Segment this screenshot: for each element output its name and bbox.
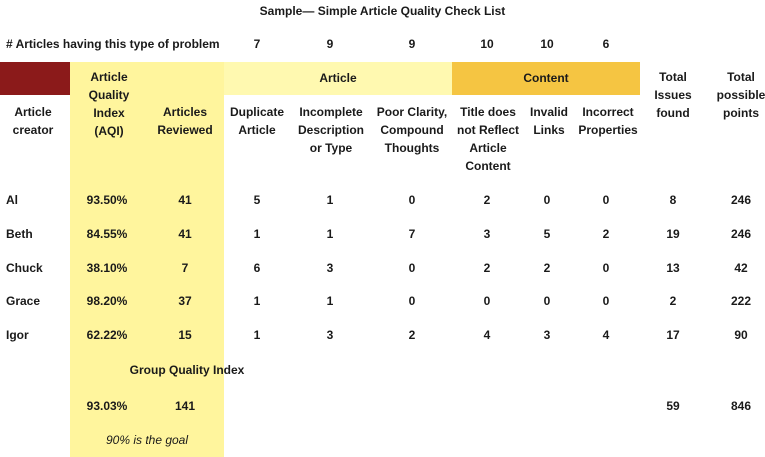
problem-count: 7 (253, 37, 261, 51)
creator-name: Chuck (6, 261, 43, 275)
problem-count: 9 (326, 37, 334, 51)
content-group-label: Content (523, 71, 569, 85)
points-value: 222 (730, 294, 752, 308)
page-title: Sample— Simple Article Quality Check List (259, 4, 506, 18)
creator-header-band (0, 62, 70, 95)
header-incomplete: Incomplete Description or Type (297, 105, 364, 155)
header-incorrect: Incorrect Properties (578, 105, 638, 137)
reviewed-value: 41 (178, 227, 192, 241)
header-total-points: Total possible points (716, 70, 765, 120)
incorrect-value: 2 (602, 227, 610, 241)
goal-note: 90% is the goal (105, 433, 189, 447)
incorrect-value: 0 (602, 261, 610, 275)
incorrect-value: 0 (602, 193, 610, 207)
issues-value: 17 (666, 328, 680, 342)
poor-value: 0 (408, 294, 416, 308)
group-quality-label: Group Quality Index (129, 363, 245, 377)
group-points-value: 846 (730, 399, 752, 413)
article-group-label: Article (319, 71, 357, 85)
header-reviewed: Articles Reviewed (157, 105, 213, 137)
aqi-value: 93.50% (86, 193, 128, 207)
title-value: 2 (483, 261, 491, 275)
points-value: 246 (730, 193, 752, 207)
points-value: 90 (734, 328, 748, 342)
poor-value: 2 (408, 328, 416, 342)
reviewed-value: 7 (181, 261, 189, 275)
creator-name: Beth (6, 227, 33, 241)
incomplete-value: 3 (326, 261, 334, 275)
header-duplicate: Duplicate Article (229, 105, 284, 137)
reviewed-value: 15 (178, 328, 192, 342)
aqi-value: 62.22% (86, 328, 128, 342)
aqi-value: 38.10% (86, 261, 128, 275)
title-value: 3 (483, 227, 491, 241)
poor-value: 0 (408, 193, 416, 207)
invalid-value: 2 (543, 261, 551, 275)
points-value: 42 (734, 261, 748, 275)
header-title-reflect: Title does not Reflect Article Content (456, 105, 519, 173)
duplicate-value: 1 (253, 328, 261, 342)
reviewed-value: 37 (178, 294, 192, 308)
creator-name: Grace (6, 294, 41, 308)
incomplete-value: 3 (326, 328, 334, 342)
issues-value: 2 (669, 294, 677, 308)
incomplete-value: 1 (326, 227, 334, 241)
duplicate-value: 1 (253, 294, 261, 308)
incomplete-value: 1 (326, 193, 334, 207)
issues-value: 19 (666, 227, 680, 241)
reviewed-value: 41 (178, 193, 192, 207)
header-aqi: Article Quality Index (AQI) (88, 70, 130, 138)
duplicate-value: 1 (253, 227, 261, 241)
issues-value: 8 (669, 193, 677, 207)
poor-value: 7 (408, 227, 416, 241)
incorrect-value: 4 (602, 328, 610, 342)
problem-row-label: # Articles having this type of problem (6, 37, 220, 51)
creator-name: Al (6, 193, 18, 207)
title-value: 2 (483, 193, 491, 207)
title-value: 4 (483, 328, 491, 342)
header-creator: Article creator (12, 105, 54, 137)
problem-count: 10 (540, 37, 554, 51)
invalid-value: 5 (543, 227, 551, 241)
aqi-value: 84.55% (86, 227, 128, 241)
invalid-value: 0 (543, 193, 551, 207)
invalid-value: 3 (543, 328, 551, 342)
problem-count: 9 (408, 37, 416, 51)
header-invalid: Invalid Links (529, 105, 568, 137)
group-issues-value: 59 (666, 399, 680, 413)
problem-count: 10 (480, 37, 494, 51)
incomplete-value: 1 (326, 294, 334, 308)
issues-value: 13 (666, 261, 680, 275)
header-total-issues: Total Issues found (654, 70, 692, 120)
invalid-value: 0 (543, 294, 551, 308)
duplicate-value: 6 (253, 261, 261, 275)
aqi-value: 98.20% (86, 294, 128, 308)
creator-name: Igor (6, 328, 29, 342)
title-value: 0 (483, 294, 491, 308)
incorrect-value: 0 (602, 294, 610, 308)
poor-value: 0 (408, 261, 416, 275)
problem-count: 6 (602, 37, 610, 51)
duplicate-value: 5 (253, 193, 261, 207)
points-value: 246 (730, 227, 752, 241)
header-poor: Poor Clarity, Compound Thoughts (376, 105, 448, 155)
group-reviewed-value: 141 (174, 399, 196, 413)
group-aqi-value: 93.03% (86, 399, 128, 413)
